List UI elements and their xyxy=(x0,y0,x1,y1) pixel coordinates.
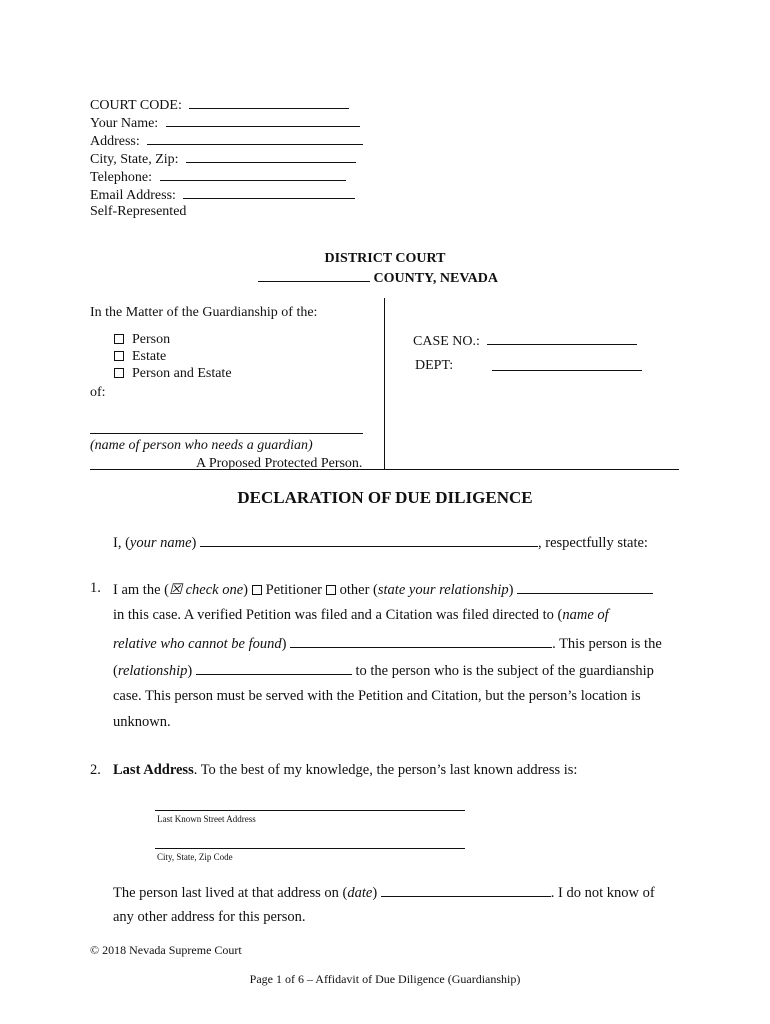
lived-prefix: The person last lived at that address on ( xyxy=(113,885,348,901)
petitioner-checkbox[interactable] xyxy=(252,585,262,595)
relative-hint: relative who cannot be found xyxy=(113,636,282,652)
item1-l1-prefix: I am the ( xyxy=(113,582,169,598)
email-label: Email Address: xyxy=(90,188,176,203)
county-field[interactable] xyxy=(258,268,370,282)
telephone-row xyxy=(90,167,346,186)
city-state-zip-address-label: City, State, Zip Code xyxy=(157,852,233,862)
your-name-field[interactable] xyxy=(166,113,360,127)
item1-number: 1. xyxy=(90,580,101,596)
relationship-hint: relationship xyxy=(117,663,188,679)
address-label: Address: xyxy=(90,134,140,149)
protected-person-label: A Proposed Protected Person. xyxy=(196,456,363,471)
declarant-name-field[interactable] xyxy=(200,533,538,547)
relationship-field[interactable] xyxy=(517,580,653,594)
intro-suffix: , respectfully state: xyxy=(538,535,648,551)
city-state-zip-label: City, State, Zip: xyxy=(90,152,179,167)
check-one-hint: ☒ check one xyxy=(168,582,244,598)
option-person-estate[interactable] xyxy=(114,365,232,382)
city-state-zip-field[interactable] xyxy=(186,149,356,163)
caption-vertical-divider xyxy=(384,298,385,469)
matter-label: In the Matter of the Guardianship of the: xyxy=(90,305,318,320)
self-represented-label: Self-Represented xyxy=(90,204,187,219)
item1-line4 xyxy=(113,661,654,680)
telephone-field[interactable] xyxy=(160,167,346,181)
street-address-label: Last Known Street Address xyxy=(157,814,256,824)
item2-number: 2. xyxy=(90,762,101,778)
item1-l4-open: ( xyxy=(113,663,118,679)
case-no-row xyxy=(413,331,637,350)
page-footer: Page 1 of 6 – Affidavit of Due Diligence (Guardianship) xyxy=(249,972,521,986)
document-title: DECLARATION OF DUE DILIGENCE xyxy=(237,488,533,507)
email-field[interactable] xyxy=(183,185,355,199)
court-code-row xyxy=(90,95,349,114)
item1-line3 xyxy=(113,634,662,653)
petitioner-label: Petitioner xyxy=(265,582,323,598)
item1-l1-end: ) xyxy=(508,582,514,598)
date-hint: date xyxy=(347,885,373,901)
item2-line xyxy=(113,762,577,779)
state-relationship-hint: state your relationship xyxy=(377,582,509,598)
city-state-zip-address-field[interactable] xyxy=(155,848,465,849)
relative-name-field[interactable] xyxy=(290,634,552,648)
lived-close: ) xyxy=(372,885,378,901)
item1-line2 xyxy=(113,607,609,624)
other-checkbox[interactable] xyxy=(326,585,336,595)
case-no-field[interactable] xyxy=(487,331,637,345)
intro-line xyxy=(113,533,648,552)
lived-suffix: . I do not know of xyxy=(550,885,655,901)
item1-l2-italic: name of xyxy=(562,607,609,623)
intro-your-name-hint: your name xyxy=(129,535,192,551)
option-estate[interactable] xyxy=(114,348,166,365)
relative-relationship-field[interactable] xyxy=(196,661,352,675)
item1-l1-close: ) xyxy=(243,582,248,598)
telephone-label: Telephone: xyxy=(90,170,152,185)
lived-line2: any other address for this person. xyxy=(113,909,306,925)
estate-checkbox[interactable] xyxy=(114,351,124,361)
intro-close: ) xyxy=(191,535,197,551)
option-person-estate-label: Person and Estate xyxy=(132,366,232,381)
item1-l2-text: in this case. A verified Petition was filed and a Citation was filed directed to ( xyxy=(113,607,563,623)
address-field[interactable] xyxy=(147,131,363,145)
item2-text: . To the best of my knowledge, the person’s last known address is: xyxy=(193,762,578,778)
dept-field[interactable] xyxy=(492,370,642,371)
option-estate-label: Estate xyxy=(132,349,167,364)
court-code-field[interactable] xyxy=(189,95,349,109)
county-row xyxy=(258,268,498,287)
of-label: of: xyxy=(90,385,106,400)
address-row xyxy=(90,131,363,150)
item1-l3-close: ) xyxy=(281,636,287,652)
lived-line xyxy=(113,883,655,902)
city-state-zip-row xyxy=(90,149,356,168)
your-name-row xyxy=(90,113,360,132)
item1-line6: unknown. xyxy=(113,714,171,730)
item1-l3-text: . This person is the xyxy=(552,636,662,652)
street-address-field[interactable] xyxy=(155,810,465,811)
caption-bottom-rule xyxy=(90,469,679,470)
date-field[interactable] xyxy=(381,883,551,897)
protected-person-name-field[interactable] xyxy=(90,433,363,434)
other-label: other ( xyxy=(339,582,378,598)
item1-line1 xyxy=(113,580,653,599)
person-checkbox[interactable] xyxy=(114,334,124,344)
court-code-label: COURT CODE: xyxy=(90,98,182,113)
intro-prefix: I, ( xyxy=(113,535,130,551)
option-person[interactable] xyxy=(114,331,170,348)
item1-l4-close: ) xyxy=(187,663,193,679)
case-no-label: CASE NO.: xyxy=(413,334,480,349)
name-hint: (name of person who needs a guardian) xyxy=(90,438,313,453)
county-label: COUNTY, NEVADA xyxy=(373,271,498,286)
your-name-label: Your Name: xyxy=(90,116,159,131)
email-row xyxy=(90,185,355,204)
item1-line5: case. This person must be served with the Petition and Citation, but the person’s location is xyxy=(113,688,641,704)
option-person-label: Person xyxy=(132,332,171,347)
court-title: DISTRICT COURT xyxy=(324,251,446,266)
copyright: © 2018 Nevada Supreme Court xyxy=(90,943,242,957)
last-address-heading: Last Address xyxy=(113,762,194,778)
item1-l4-text: to the person who is the subject of the guardianship xyxy=(355,663,654,679)
dept-label: DEPT: xyxy=(415,358,454,373)
person-estate-checkbox[interactable] xyxy=(114,368,124,378)
